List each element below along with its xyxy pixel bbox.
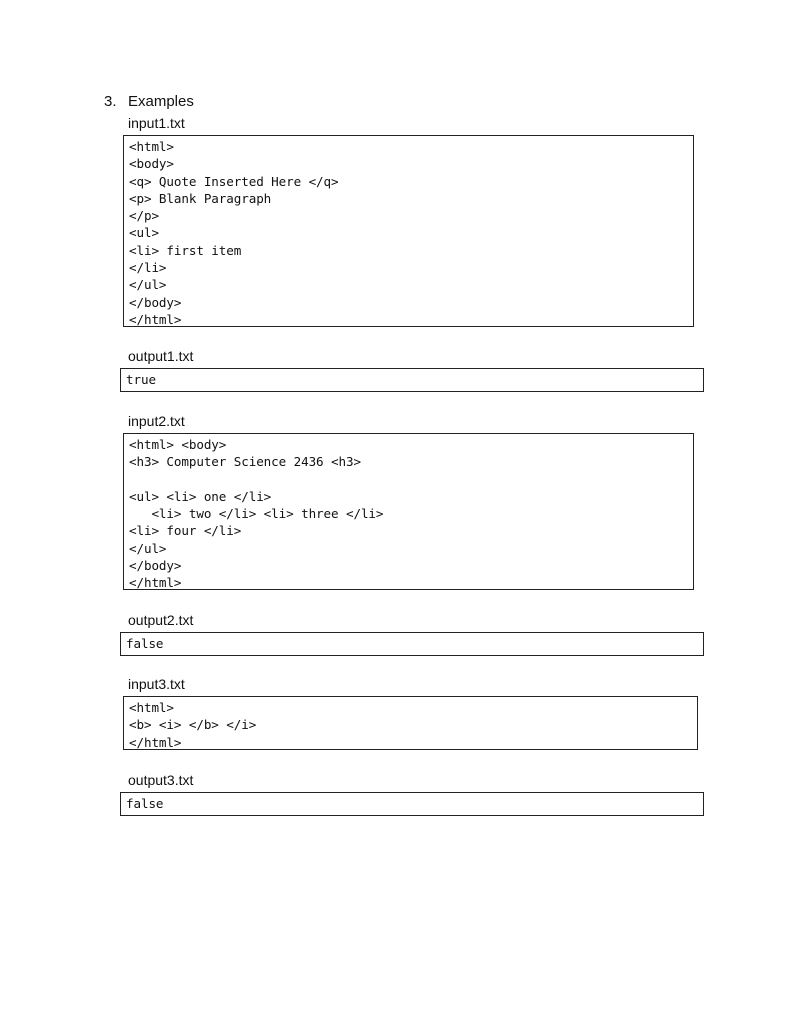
code-line: <q> Quote Inserted Here </q> [129, 173, 339, 189]
code-line: <html> [129, 700, 174, 715]
code-line: <ul> <li> one </li> [129, 488, 272, 504]
output2-value: false [126, 636, 164, 651]
output3-box [120, 792, 704, 816]
code-line: </ul> [129, 540, 167, 556]
code-line: </html> [129, 575, 182, 591]
code-line: </p> [129, 208, 159, 224]
code-line: <li> four </li> [129, 523, 242, 539]
section-heading [104, 93, 194, 111]
code-line: <li> first item [129, 242, 242, 258]
input1-box [123, 135, 694, 327]
section-number: 3. [104, 93, 117, 110]
input2-label: input2.txt [128, 413, 185, 429]
code-line: <ul> [129, 225, 159, 241]
input2-box [123, 433, 694, 590]
code-line: </body> [129, 294, 182, 310]
code-line: </html> [129, 311, 182, 327]
output2-box [120, 632, 704, 656]
input3-label: input3.txt [128, 676, 185, 692]
code-line: </body> [129, 558, 182, 574]
output2-label: output2.txt [128, 612, 194, 628]
output3-value: false [126, 796, 164, 811]
code-line: </html> [129, 734, 182, 750]
code-line: </ul> [129, 277, 167, 293]
code-line: <li> two </li> <li> three </li> [129, 506, 384, 522]
code-line [129, 471, 693, 488]
code-line: <html> [129, 139, 174, 154]
code-line: <html> <body> [129, 437, 227, 452]
output3-label: output3.txt [128, 772, 194, 788]
output1-box [120, 368, 704, 392]
code-line: <body> [129, 156, 174, 172]
code-line: <h3> Computer Science 2436 <h3> [129, 454, 361, 470]
code-line: <p> Blank Paragraph [129, 190, 272, 206]
output1-value: true [126, 372, 156, 387]
code-line: <b> <i> </b> </i> [129, 717, 257, 733]
section-title: Examples [128, 93, 194, 110]
input3-box [123, 696, 698, 750]
code-line: </li> [129, 260, 167, 276]
output1-label: output1.txt [128, 348, 194, 364]
input1-label: input1.txt [128, 115, 185, 131]
